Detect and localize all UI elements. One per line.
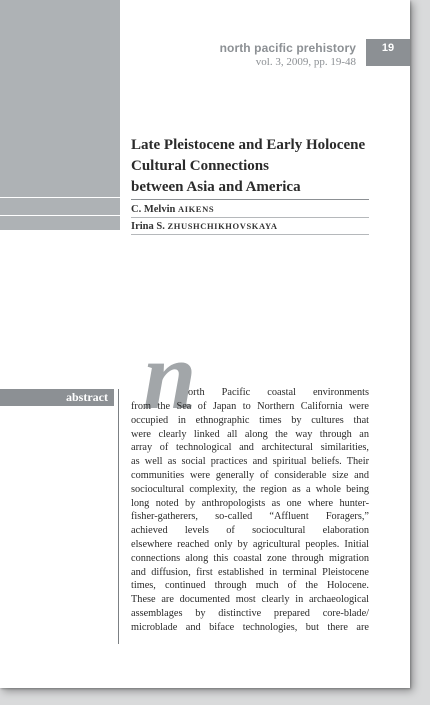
article-title xyxy=(131,135,381,198)
abstract-drop-cap: n xyxy=(143,322,197,429)
abstract-text-line: microblade and biface technologies, but there are xyxy=(131,621,369,633)
author-family-name: AIKENS xyxy=(177,204,215,214)
abstract-body xyxy=(131,400,369,635)
abstract-text-line: fisher-gatherers, so-called “Affluent Foragers,” xyxy=(131,511,369,523)
abstract-text-line: communities were generally of considerable size and xyxy=(131,469,369,481)
author-line xyxy=(131,221,278,232)
abstract-text-line: array of technological and architectural similarities, xyxy=(131,442,369,454)
abstract-text-line: These are documented most clearly in archaeological xyxy=(131,594,369,606)
abstract-text-line: elsewhere reached only by agricultural peoples. Initial xyxy=(131,538,369,550)
page-number-badge: 19 xyxy=(366,39,410,66)
author-divider xyxy=(131,234,369,235)
abstract-text-line: assemblages by distinctive prepared core-blade/ xyxy=(131,607,369,619)
title-divider xyxy=(131,199,369,200)
author-given-name: C. Melvin xyxy=(131,204,176,215)
abstract-text-line: long noted by anthropologists as one where hunter- xyxy=(131,497,369,509)
abstract-text-line: occupied in ethnographic times by cultures that xyxy=(131,414,369,426)
abstract-first-line xyxy=(188,386,369,400)
abstract-label: abstract xyxy=(0,389,114,406)
author-family-name: ZHUSHCHIKHOVSKAYA xyxy=(167,221,278,231)
abstract-margin-rule xyxy=(118,389,119,644)
abstract-text-line: achieved levels of sociocultural elaboration xyxy=(131,525,369,537)
author-given-name: Irina S. xyxy=(131,221,165,232)
abstract-text-line: times, continued through much of the Holocene. xyxy=(131,580,369,592)
journal-name: north pacific prehistory xyxy=(219,41,356,55)
abstract-text-line: and diffusion, first established in terminal Pleistocene xyxy=(131,566,369,578)
title-line: Cultural Connections xyxy=(131,158,269,174)
title-line: Late Pleistocene and Early Holocene xyxy=(131,137,366,153)
abstract-text-line: sociocultural complexity, the region as a whole being xyxy=(131,483,369,495)
author-line xyxy=(131,204,214,215)
band-divider xyxy=(0,197,120,198)
title-line: between Asia and America xyxy=(131,179,301,195)
abstract-text-line: from the Sea of Japan to Northern California were xyxy=(131,401,369,412)
abstract-text-line: as well as social practices and spiritual beliefs. Their xyxy=(131,456,369,468)
abstract-text-line: connections along this coastal zone through migration xyxy=(131,552,369,564)
abstract-text-line: orth Pacific coastal environments xyxy=(188,387,369,398)
author-divider xyxy=(131,217,369,218)
journal-volume-pages: vol. 3, 2009, pp. 19-48 xyxy=(255,56,356,68)
band-divider xyxy=(0,215,120,216)
abstract-text-line: were clearly linked all along the way through an xyxy=(131,428,369,440)
header-gray-band xyxy=(0,0,120,230)
